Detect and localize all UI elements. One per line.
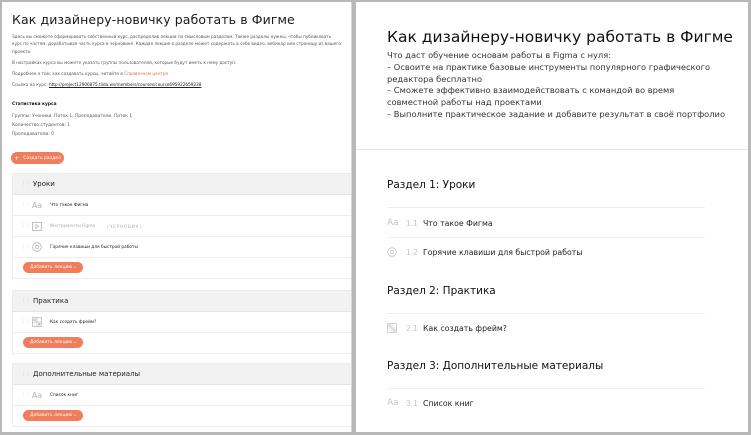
drag-handle-icon[interactable]: ⋮⋮ [21,319,30,325]
course-link-label: Ссылка на курс: [12,82,48,87]
divider [356,149,748,150]
divider [387,237,705,238]
add-lecture-button[interactable] [23,337,83,348]
add-lecture-label: Добавить лекцию [30,340,73,345]
preview-title: Как дизайнеру-новичку работать в Фигме [387,28,733,46]
lecture-name[interactable]: Что такое Фигма [422,218,493,228]
stats-title: Статистика курса [12,102,57,107]
chevron-down-icon: ⌄ [72,264,77,270]
preview-section-title: Раздел 1: Уроки [387,179,476,191]
lecture-number: 1.2 [406,247,418,257]
course-preview-panel [356,2,748,432]
page-icon [31,317,43,327]
create-section-label: Создать раздел [23,155,61,161]
add-lecture-label: Добавить лекцию [30,265,73,270]
course-link-line [12,82,201,87]
section-practice [12,290,352,354]
drag-handle-icon[interactable]: ⋮⋮ [21,392,30,398]
lecture-name: Как создать фрейм? [50,319,97,325]
add-lecture-button[interactable] [23,262,83,273]
page-icon [387,323,400,333]
section-lessons [12,173,352,279]
lecture-name: Список книг [50,392,79,398]
chevron-down-icon: ⌄ [72,339,77,345]
create-section-button[interactable] [11,152,64,164]
intro-line: – Сможете эффективно взаимодействовать с командой во время совместной работы над проектами [387,85,675,108]
preview-section-title: Раздел 2: Практика [387,285,496,297]
drag-handle-icon[interactable]: ⋮⋮ [21,223,30,229]
section-header[interactable] [13,364,351,385]
help-center-link[interactable]: Справочном центре [124,71,169,76]
text-icon: Aa [31,390,43,400]
section-extra-materials [12,363,352,427]
lecture-row[interactable] [13,385,351,406]
add-lecture-label: Добавить лекцию [30,413,73,418]
stats-students: Количество студентов: 1 [12,123,71,128]
stats-groups: Группы: Ученики. Поток 1, Преподаватели. Поток 1 [12,114,133,119]
lecture-row[interactable] [13,237,351,258]
intro-line: Что даст обучение основам работы в Figma с нуля: [387,50,612,60]
lecture-number: 3.1 [406,398,418,408]
preview-lecture-item[interactable] [387,321,507,335]
add-lecture-row [13,333,351,353]
text-icon: Aa [387,398,399,408]
section-header[interactable] [13,174,351,195]
section-name: Дополнительные материалы [33,370,141,378]
preview-section-title: Раздел 3: Дополнительные материалы [387,360,604,372]
course-link-url[interactable]: http://project12906875.tilda.ws/members/courses/course695922659238 [49,82,202,87]
lecture-name: Что такое Фигма [50,202,89,208]
lecture-row[interactable] [13,195,351,216]
webinar-icon [31,242,43,252]
drag-handle-icon[interactable]: ⋮⋮ [21,202,30,208]
lecture-name: Инструменты Figma [50,223,96,229]
section-name: Уроки [33,180,55,188]
lecture-row[interactable] [13,312,351,333]
divider [387,313,705,314]
preview-lecture-item[interactable] [387,396,474,410]
help-line [12,71,168,76]
add-lecture-row [13,406,351,426]
lecture-row[interactable] [13,216,351,237]
lecture-number: 1.1 [406,218,418,228]
divider [387,207,705,208]
section-name: Практика [33,297,69,305]
add-lecture-button[interactable] [23,410,83,421]
plus-icon: + [14,154,20,162]
add-lecture-row [13,258,351,278]
preview-lecture-item[interactable] [387,216,493,230]
drag-handle-icon[interactable]: ⋮⋮ [21,298,30,304]
lecture-number: 2.1 [406,323,418,333]
course-editor-panel [2,2,352,432]
video-icon [31,221,43,231]
intro-line: – Освоите на практике базовые инструменты популярного графического редактора бесплатно [387,61,711,84]
text-icon: Aa [31,200,43,210]
editor-description: Здесь вы сможете сформировать собственный курс, распределив лекции по смысловым разделам. Также разделы нужны, чтобы публиковать курс по частям, дорабатывая часть курса в черновике. Каждая лекция в разделе может содержать в себе видео, вебинар или страницу из вашего проекта. [12,34,341,54]
webinar-icon [387,247,400,257]
chevron-down-icon: ⌄ [72,412,77,418]
preview-intro [387,50,727,121]
section-header[interactable] [13,291,351,312]
editor-title: Как дизайнеру-новичку работать в Фигме [12,12,295,27]
text-icon: Aa [387,218,399,228]
drag-handle-icon[interactable]: ⋮⋮ [21,244,30,250]
drag-handle-icon[interactable]: ⋮⋮ [21,181,30,187]
divider [387,388,705,389]
preview-lecture-item[interactable] [387,245,582,259]
lecture-name: Горячие клавиши для быстрой работы [50,244,138,250]
stats-teachers: Преподаватели: 0 [12,132,54,137]
lecture-name[interactable]: Горячие клавиши для быстрой работы [422,247,583,257]
groups-note: В настройках курса вы можете указать группы пользователей, которые будут иметь к нему доступ. [12,60,237,65]
lecture-name[interactable]: Как создать фрейм? [422,323,507,333]
help-prefix: Подробнее о том, как создавать курсы, читайте в [12,71,125,76]
intro-line: – Выполните практическое задание и добавите результат в своё портфолио [387,108,726,119]
lecture-name[interactable]: Список книг [422,398,474,408]
drag-handle-icon[interactable]: ⋮⋮ [21,371,30,377]
draft-badge: (ЧЕРНОВИК) [107,223,142,229]
